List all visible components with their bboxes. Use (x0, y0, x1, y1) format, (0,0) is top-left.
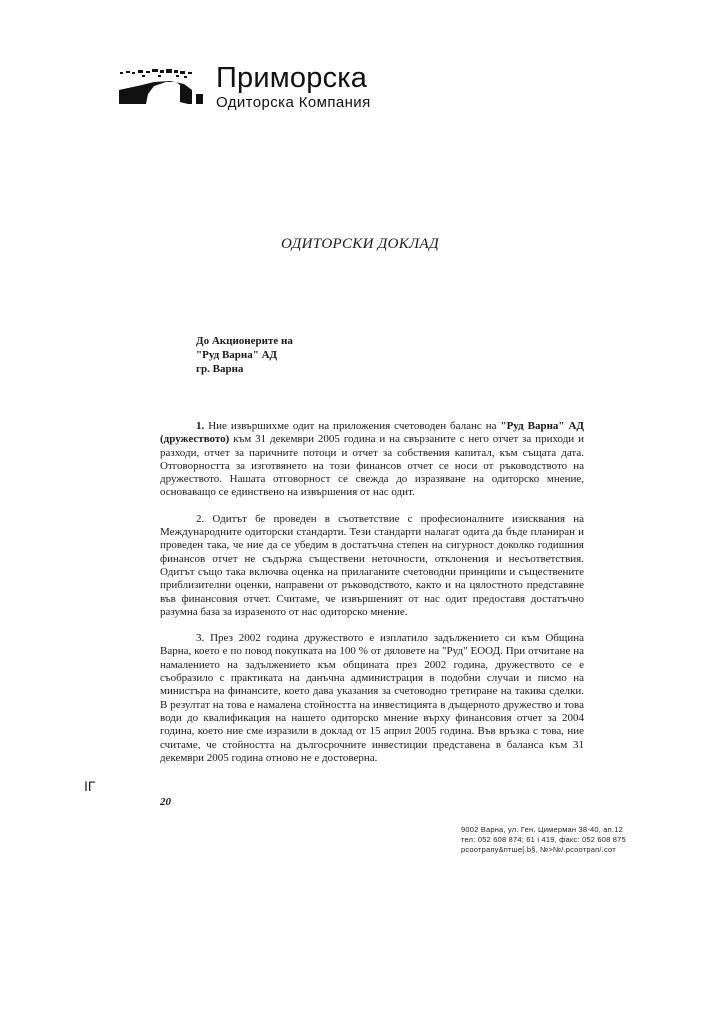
footer-phone: тел: 052 608 874; 61 i 419, факс: 052 608 875 (461, 835, 626, 844)
paragraph-1 (160, 420, 584, 500)
company-brand (216, 62, 371, 111)
paragraph-text: Ние извършихме одит на приложения счетоводен баланс на (204, 420, 501, 432)
addressee-line: До Акционерите на (196, 335, 293, 347)
addressee-line: "Руд Варна" АД (196, 349, 278, 361)
paragraph-3: 3. През 2002 година дружеството е изплатило задължението си към Община Варна, което е по повод покупката на 100 % от дяловете на "Руд" ЕООД. При отчитане на намалението на задължението към общината през 2002 година, дружеството се е съобразило с практиката на данъчна администрация в подобни случаи и писмо на министъра на финансите, което дава указания за счетоводно третиране на такива сделки. В резултат на това е намалена стойността на инвестицията в дъщерното дружество и това води до квалификация на нашето одиторско мнение върху финансовия отчет за 2004 година, което ние сме изразили в доклад от 15 април 2005 година. Във връзка с това, ние считаме, че стойността на дългосрочните инвестиции представена в баланса към 31 декември 2005 година отново не е достоверна. (160, 632, 584, 764)
company-name: Приморска (216, 62, 368, 94)
company-reference: "Руд Варна" АД (дружеството) (160, 420, 585, 446)
paragraph-text: към 31 декември 2005 година и на свързаните с него отчет за приходи и разходи, отчет за паричните потоци и отчет за собствения капитал, към същата дата. Отговорността за изготвянето на този финансов отчет се носи от ръководството на дружеството. Нашата отговорност се свежда до изразяване на одиторско мнение, основаващо се единствено на извършения от нас одит. (160, 433, 584, 499)
paragraph-number: 1. (196, 420, 205, 432)
margin-mark: ІГ (84, 778, 96, 794)
company-subtitle: Одиторска Компания (216, 94, 371, 111)
report-title: ОДИТОРСКИ ДОКЛАД (281, 236, 439, 252)
page-number: 20 (160, 796, 171, 808)
company-logo-icon (118, 68, 206, 106)
footer-address: 9002 Варна, ул. Ген. Цимерман 38-40, ап.12 (461, 825, 623, 834)
addressee-line: гр. Варна (196, 363, 244, 375)
report-body (160, 420, 584, 778)
footer-web: рсоотрапу&птше[.b§, №>№/.рсоотрап/.сот (461, 845, 616, 854)
paragraph-2: 2. Одитът бе проведен в съответствие с професионалните изисквания на Международните одиторски стандарти. Тези стандарти налагат одита да бъде планиран и проведен така, че ние да се убедим в достатъчна степен на сигурност доколко годишния финансов отчет не съдържа съществени неточности, отклонения и несъответствия. Одитът също така включва оценка на прилаганите счетоводни принципи и съществените приблизителни оценки, направени от ръководството, както и на цялостното представяне във финансовия отчет. Считаме, че извършеният от нас одит предоставя достатъчно разумна база за изразеното от нас одиторско мнение. (160, 512, 584, 618)
addressee-block (196, 334, 293, 376)
footer-contact (461, 825, 626, 855)
